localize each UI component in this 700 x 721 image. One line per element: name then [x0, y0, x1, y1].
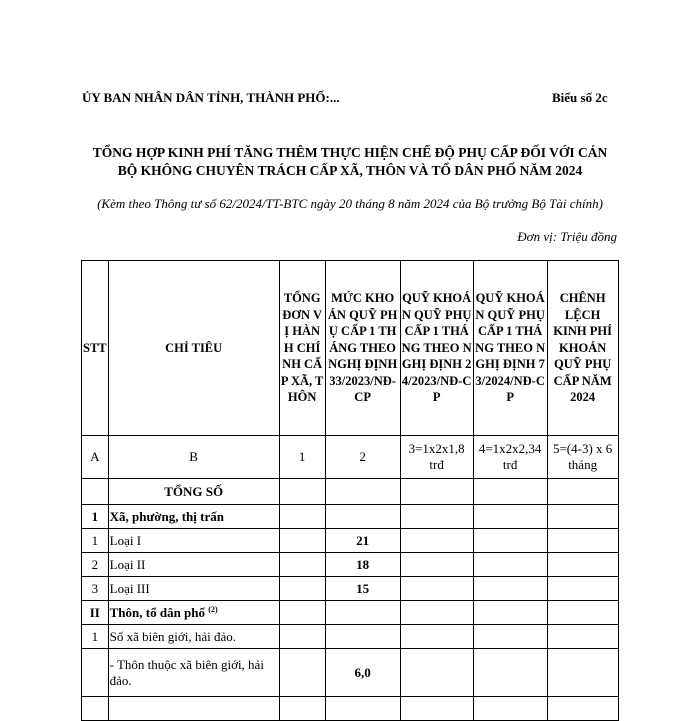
table-row [82, 529, 619, 553]
header-fund-nd24: QUỸ KHOÁN QUỸ PHỤ CẤP 1 THÁNG THEO NGHỊ ĐỊNH 24/2023/NĐ-CP [400, 261, 473, 436]
table-row [82, 479, 619, 505]
code-cell: 3=1x2x1,8 trđ [400, 436, 473, 479]
document-subtitle: (Kèm theo Thông tư số 62/2024/TT-BTC ngày 20 tháng 8 năm 2024 của Bộ trưởng Bộ Tài chính) [97, 196, 603, 211]
header-stt: STT [82, 261, 109, 436]
row-stt: II [82, 601, 109, 625]
row-name-cell [108, 601, 279, 625]
row-rate: 6,0 [325, 649, 400, 697]
table-row [82, 505, 619, 529]
row-name: Loại I [108, 529, 279, 553]
header-indicator: CHỈ TIÊU [108, 261, 279, 436]
row-name: Loại III [108, 577, 279, 601]
table-header-row [82, 261, 619, 436]
form-number: Biểu số 2c [552, 90, 608, 105]
code-cell: 1 [279, 436, 325, 479]
document-title-line-2: BỘ KHÔNG CHUYÊN TRÁCH CẤP XÃ, THÔN VÀ TỔ DÂN PHỐ NĂM 2024 [117, 163, 583, 178]
header-total-units: TỔNG ĐƠN VỊ HÀNH CHÍNH CẤP XÃ, THÔN [279, 261, 325, 436]
table-row [82, 601, 619, 625]
row-name: TỔNG SỐ [108, 479, 279, 505]
code-cell: A [82, 436, 109, 479]
unit-label: Đơn vị: Triệu đồng [517, 229, 617, 244]
table-row [82, 577, 619, 601]
row-rate: 15 [325, 577, 400, 601]
row-rate [325, 479, 400, 505]
table-row-partial [82, 697, 619, 721]
table-row [82, 553, 619, 577]
footnote-marker: (2) [208, 604, 218, 614]
row-stt [82, 479, 109, 505]
code-cell: 2 [325, 436, 400, 479]
row-rate: 21 [325, 529, 400, 553]
row-stt [82, 649, 109, 697]
row-stt: 3 [82, 577, 109, 601]
header-fund-nd73: QUỸ KHOÁN QUỸ PHỤ CẤP 1 THÁNG THEO NGHỊ ĐỊNH 73/2024/NĐ-CP [473, 261, 547, 436]
table-row [82, 649, 619, 697]
row-name: Thôn, tổ dân phố [109, 604, 206, 620]
agency-name: ỦY BAN NHÂN DÂN TỈNH, THÀNH PHỐ:... [82, 90, 340, 105]
row-rate: 18 [325, 553, 400, 577]
allowance-table [81, 260, 619, 721]
row-name: Số xã biên giới, hải đảo. [108, 625, 279, 649]
row-rate [325, 625, 400, 649]
row-stt: 1 [82, 505, 109, 529]
row-name: Loại II [108, 553, 279, 577]
row-rate [325, 601, 400, 625]
table-row [82, 625, 619, 649]
code-cell: 4=1x2x2,34 trđ [473, 436, 547, 479]
row-stt: 1 [82, 529, 109, 553]
table-code-row [82, 436, 619, 479]
header-difference-2024: CHÊNH LỆCH KINH PHÍ KHOÁN QUỸ PHỤ CẤP NĂM 2024 [547, 261, 618, 436]
row-rate [325, 505, 400, 529]
code-cell: 5=(4-3) x 6 tháng [547, 436, 618, 479]
document-title-line-1: TỔNG HỢP KINH PHÍ TĂNG THÊM THỰC HIỆN CHẾ ĐỘ PHỤ CẤP ĐỐI VỚI CÁN [92, 145, 608, 160]
row-stt: 1 [82, 625, 109, 649]
row-name: - Thôn thuộc xã biên giới, hải đảo. [108, 649, 279, 697]
row-stt: 2 [82, 553, 109, 577]
code-cell: B [108, 436, 279, 479]
row-name: Xã, phường, thị trấn [108, 505, 279, 529]
header-monthly-rate-nd33: MỨC KHOÁN QUỸ PHỤ CẤP 1 THÁNG THEO NGHỊ ĐỊNH 33/2023/NĐ-CP [325, 261, 400, 436]
